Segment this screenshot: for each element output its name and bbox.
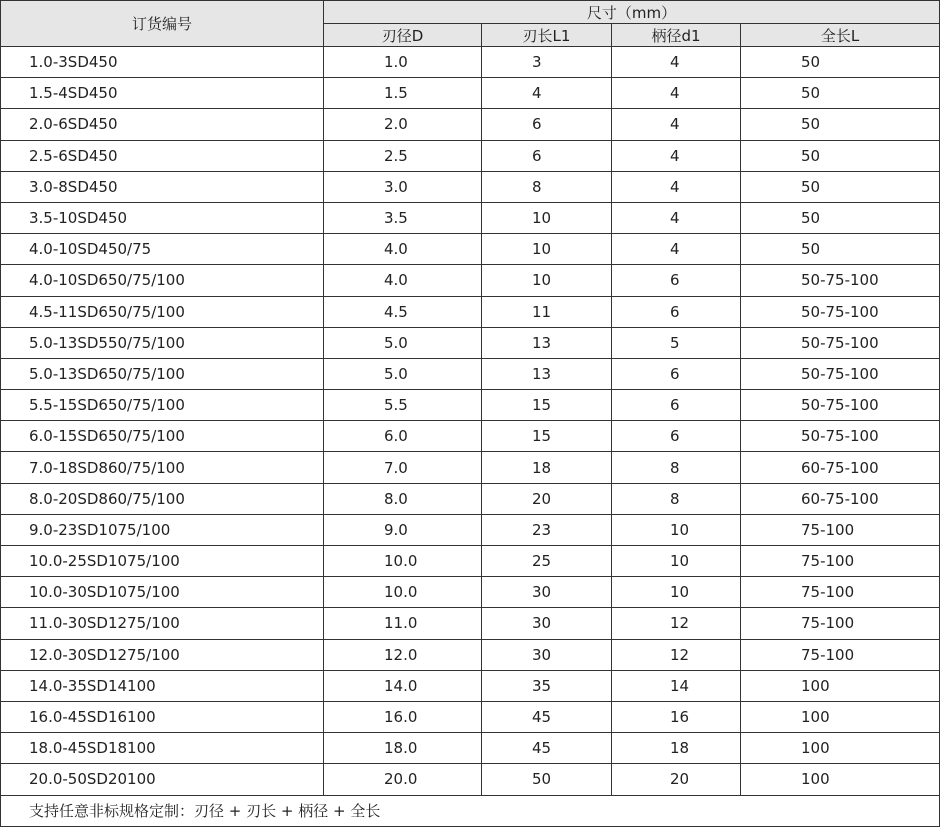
blade-diameter-cell: 11.0 xyxy=(324,608,482,639)
total-length-cell: 75-100 xyxy=(741,577,940,608)
blade-diameter-cell: 4.0 xyxy=(324,265,482,296)
total-length-cell: 50 xyxy=(741,140,940,171)
total-length-cell: 100 xyxy=(741,701,940,732)
blade-length-cell: 6 xyxy=(482,140,612,171)
blade-diameter-cell: 1.0 xyxy=(324,47,482,78)
order-no-cell: 1.5-4SD450 xyxy=(1,78,324,109)
blade-diameter-cell: 5.5 xyxy=(324,390,482,421)
total-length-cell: 50-75-100 xyxy=(741,421,940,452)
table-row xyxy=(1,171,940,202)
shank-diameter-cell: 4 xyxy=(612,47,741,78)
total-length-cell: 75-100 xyxy=(741,608,940,639)
shank-diameter-cell: 6 xyxy=(612,421,741,452)
order-no-cell: 18.0-45SD18100 xyxy=(1,733,324,764)
table-row xyxy=(1,390,940,421)
shank-diameter-cell: 12 xyxy=(612,639,741,670)
shank-diameter-cell: 10 xyxy=(612,546,741,577)
total-length-cell: 50 xyxy=(741,234,940,265)
order-no-cell: 20.0-50SD20100 xyxy=(1,764,324,795)
total-length-cell: 60-75-100 xyxy=(741,483,940,514)
blade-diameter-cell: 10.0 xyxy=(324,577,482,608)
blade-diameter-cell: 8.0 xyxy=(324,483,482,514)
blade-length-cell: 10 xyxy=(482,265,612,296)
blade-diameter-cell: 16.0 xyxy=(324,701,482,732)
total-length-cell: 60-75-100 xyxy=(741,452,940,483)
table-row xyxy=(1,47,940,78)
total-length-cell: 75-100 xyxy=(741,514,940,545)
table-row xyxy=(1,78,940,109)
blade-length-cell: 23 xyxy=(482,514,612,545)
total-length-cell: 50-75-100 xyxy=(741,358,940,389)
order-no-cell: 3.0-8SD450 xyxy=(1,171,324,202)
table-row xyxy=(1,577,940,608)
blade-length-cell: 18 xyxy=(482,452,612,483)
order-no-cell: 7.0-18SD860/75/100 xyxy=(1,452,324,483)
table-row xyxy=(1,327,940,358)
blade-length-cell: 8 xyxy=(482,171,612,202)
table-row xyxy=(1,109,940,140)
blade-length-cell: 45 xyxy=(482,733,612,764)
order-no-cell: 14.0-35SD14100 xyxy=(1,670,324,701)
shank-diameter-cell: 16 xyxy=(612,701,741,732)
blade-length-cell: 35 xyxy=(482,670,612,701)
total-length-cell: 100 xyxy=(741,764,940,795)
table-row xyxy=(1,296,940,327)
header-order-no: 订货编号 xyxy=(1,1,324,47)
blade-length-cell: 20 xyxy=(482,483,612,514)
total-length-cell: 50 xyxy=(741,47,940,78)
table-row xyxy=(1,483,940,514)
blade-length-cell: 25 xyxy=(482,546,612,577)
order-no-cell: 16.0-45SD16100 xyxy=(1,701,324,732)
table-row xyxy=(1,358,940,389)
shank-diameter-cell: 6 xyxy=(612,296,741,327)
blade-diameter-cell: 3.5 xyxy=(324,202,482,233)
shank-diameter-cell: 14 xyxy=(612,670,741,701)
table-header xyxy=(1,1,940,47)
total-length-cell: 100 xyxy=(741,733,940,764)
header-total-length: 全长L xyxy=(741,24,940,47)
blade-diameter-cell: 1.5 xyxy=(324,78,482,109)
shank-diameter-cell: 4 xyxy=(612,171,741,202)
order-no-cell: 5.5-15SD650/75/100 xyxy=(1,390,324,421)
order-no-cell: 1.0-3SD450 xyxy=(1,47,324,78)
order-no-cell: 5.0-13SD650/75/100 xyxy=(1,358,324,389)
order-no-cell: 4.0-10SD650/75/100 xyxy=(1,265,324,296)
table-row xyxy=(1,670,940,701)
order-no-cell: 11.0-30SD1275/100 xyxy=(1,608,324,639)
total-length-cell: 50-75-100 xyxy=(741,327,940,358)
shank-diameter-cell: 8 xyxy=(612,483,741,514)
shank-diameter-cell: 6 xyxy=(612,265,741,296)
order-no-cell: 12.0-30SD1275/100 xyxy=(1,639,324,670)
order-no-cell: 3.5-10SD450 xyxy=(1,202,324,233)
shank-diameter-cell: 4 xyxy=(612,234,741,265)
shank-diameter-cell: 6 xyxy=(612,358,741,389)
header-blade-diameter: 刃径D xyxy=(324,24,482,47)
total-length-cell: 50 xyxy=(741,109,940,140)
table-row xyxy=(1,608,940,639)
table-row xyxy=(1,265,940,296)
total-length-cell: 50 xyxy=(741,171,940,202)
shank-diameter-cell: 8 xyxy=(612,452,741,483)
blade-diameter-cell: 7.0 xyxy=(324,452,482,483)
blade-length-cell: 30 xyxy=(482,608,612,639)
header-size-group: 尺寸（mm） xyxy=(324,1,940,24)
blade-diameter-cell: 4.5 xyxy=(324,296,482,327)
shank-diameter-cell: 12 xyxy=(612,608,741,639)
blade-length-cell: 50 xyxy=(482,764,612,795)
shank-diameter-cell: 20 xyxy=(612,764,741,795)
total-length-cell: 50-75-100 xyxy=(741,265,940,296)
blade-diameter-cell: 2.0 xyxy=(324,109,482,140)
blade-diameter-cell: 4.0 xyxy=(324,234,482,265)
blade-diameter-cell: 3.0 xyxy=(324,171,482,202)
total-length-cell: 75-100 xyxy=(741,546,940,577)
table-row xyxy=(1,639,940,670)
table-row xyxy=(1,733,940,764)
shank-diameter-cell: 4 xyxy=(612,109,741,140)
table-row xyxy=(1,140,940,171)
order-no-cell: 8.0-20SD860/75/100 xyxy=(1,483,324,514)
shank-diameter-cell: 4 xyxy=(612,140,741,171)
blade-length-cell: 13 xyxy=(482,358,612,389)
blade-length-cell: 3 xyxy=(482,47,612,78)
blade-diameter-cell: 5.0 xyxy=(324,358,482,389)
blade-diameter-cell: 18.0 xyxy=(324,733,482,764)
shank-diameter-cell: 5 xyxy=(612,327,741,358)
table-row xyxy=(1,701,940,732)
order-no-cell: 6.0-15SD650/75/100 xyxy=(1,421,324,452)
shank-diameter-cell: 10 xyxy=(612,577,741,608)
blade-diameter-cell: 12.0 xyxy=(324,639,482,670)
total-length-cell: 100 xyxy=(741,670,940,701)
blade-diameter-cell: 5.0 xyxy=(324,327,482,358)
blade-diameter-cell: 9.0 xyxy=(324,514,482,545)
blade-length-cell: 10 xyxy=(482,234,612,265)
table-body xyxy=(1,47,940,796)
blade-length-cell: 30 xyxy=(482,577,612,608)
order-no-cell: 9.0-23SD1075/100 xyxy=(1,514,324,545)
order-no-cell: 4.5-11SD650/75/100 xyxy=(1,296,324,327)
table-row xyxy=(1,234,940,265)
total-length-cell: 50 xyxy=(741,202,940,233)
total-length-cell: 50-75-100 xyxy=(741,390,940,421)
blade-length-cell: 11 xyxy=(482,296,612,327)
order-no-cell: 10.0-30SD1075/100 xyxy=(1,577,324,608)
table-row xyxy=(1,514,940,545)
blade-diameter-cell: 10.0 xyxy=(324,546,482,577)
blade-length-cell: 4 xyxy=(482,78,612,109)
header-shank-diameter: 柄径d1 xyxy=(612,24,741,47)
table-row xyxy=(1,202,940,233)
table-row xyxy=(1,452,940,483)
order-no-cell: 4.0-10SD450/75 xyxy=(1,234,324,265)
table-row xyxy=(1,764,940,795)
shank-diameter-cell: 10 xyxy=(612,514,741,545)
blade-diameter-cell: 2.5 xyxy=(324,140,482,171)
header-blade-length: 刃长L1 xyxy=(482,24,612,47)
shank-diameter-cell: 18 xyxy=(612,733,741,764)
shank-diameter-cell: 4 xyxy=(612,78,741,109)
blade-length-cell: 10 xyxy=(482,202,612,233)
blade-length-cell: 13 xyxy=(482,327,612,358)
table-row xyxy=(1,546,940,577)
blade-length-cell: 15 xyxy=(482,421,612,452)
order-no-cell: 5.0-13SD550/75/100 xyxy=(1,327,324,358)
blade-length-cell: 15 xyxy=(482,390,612,421)
order-no-cell: 2.5-6SD450 xyxy=(1,140,324,171)
shank-diameter-cell: 4 xyxy=(612,202,741,233)
total-length-cell: 50 xyxy=(741,78,940,109)
order-no-cell: 10.0-25SD1075/100 xyxy=(1,546,324,577)
blade-length-cell: 30 xyxy=(482,639,612,670)
blade-length-cell: 45 xyxy=(482,701,612,732)
blade-diameter-cell: 6.0 xyxy=(324,421,482,452)
blade-length-cell: 6 xyxy=(482,109,612,140)
total-length-cell: 75-100 xyxy=(741,639,940,670)
order-no-cell: 2.0-6SD450 xyxy=(1,109,324,140)
table-row xyxy=(1,421,940,452)
blade-diameter-cell: 20.0 xyxy=(324,764,482,795)
total-length-cell: 50-75-100 xyxy=(741,296,940,327)
blade-diameter-cell: 14.0 xyxy=(324,670,482,701)
footer-note: 支持任意非标规格定制：刃径 + 刃长 + 柄径 + 全长 xyxy=(1,795,940,826)
shank-diameter-cell: 6 xyxy=(612,390,741,421)
